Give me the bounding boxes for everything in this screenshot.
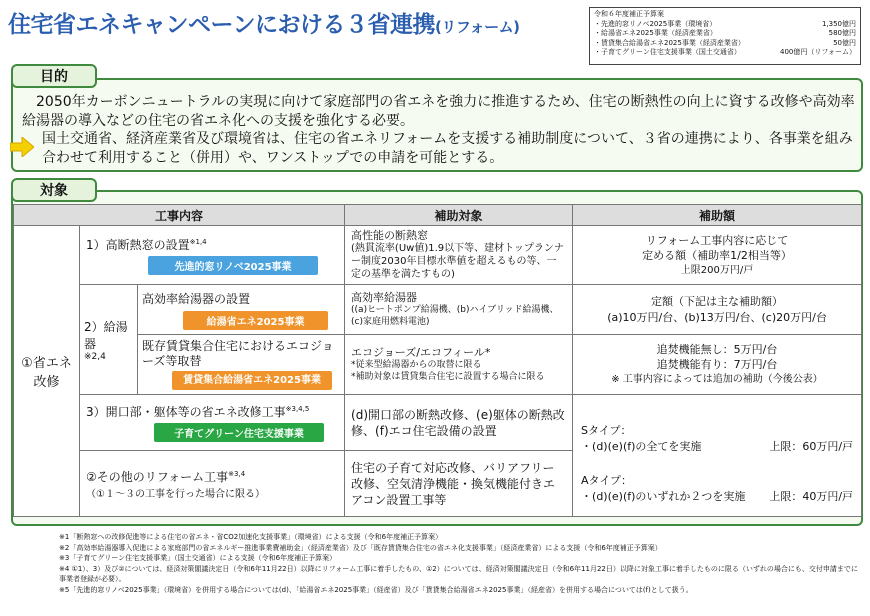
other-sub: （①１～３の工事を行った場合に限る） xyxy=(86,488,265,500)
boiler-group-label: 2）給湯器 xyxy=(84,319,128,351)
footnote: ※2「高効率給湯器導入促進による家庭部門の省エネルギー推進事業費補助金」（経済産業省）及び「既存賃貸集合住宅の省エネ化支援事業」（経済産業省）による支援（令和6年度補正予算案） xyxy=(59,543,662,552)
budget-row-amount: 400億円（リフォーム） xyxy=(779,48,856,56)
budget-row xyxy=(594,20,856,30)
boiler-program-tag: 給湯省エネ2025事業 xyxy=(183,311,328,330)
arrow-right-icon xyxy=(10,137,34,157)
footnote: ※5「先進的窓リノベ2025事業」（環境省）を併用する場合については(d)、「給湯省エネ2025事業」（経産省）及び「賃貸集合給湯省エネ2025事業」（経産省）を併用する場合については(f)として扱う。 xyxy=(59,585,693,594)
title-main: 住宅省エネキャンペーンにおける３省連携 xyxy=(8,12,436,38)
budget-header: 令和６年度補正予算案 xyxy=(594,10,664,18)
window-target-detail: (熱貫流率(Uw値)1.9以下等、建材トップランナー制度2030年目標水準値を超えるもの等、一定の基準を満たすもの) xyxy=(351,243,564,280)
footnote: ※1「断熱窓への改修促進等による住宅の省エネ・省CO2加速化支援事業」（環境省）による支援（令和6年度補正予算案） xyxy=(59,533,443,541)
title-sub: (リフォーム) xyxy=(435,18,520,36)
boiler-group-cell xyxy=(80,285,138,395)
boiler-group-sup: ※2,4 xyxy=(84,351,106,362)
window-program-tag: 先進的窓リノベ2025事業 xyxy=(148,256,318,275)
rental-program-tag: 賃貸集合給湯省エネ2025事業 xyxy=(172,371,332,390)
boiler-cell xyxy=(138,285,345,335)
boiler-label: 高効率給湯器の設置 xyxy=(142,291,251,306)
opening-cell xyxy=(80,395,345,451)
type-a-label: Aタイプ： xyxy=(581,474,633,487)
boiler-target-cell xyxy=(345,285,573,335)
type-s-label: Sタイプ： xyxy=(581,424,632,437)
rental-target-detail-1: *従来型給湯器からの取替に限る xyxy=(351,359,482,370)
footnotes xyxy=(59,532,859,595)
boiler-target-detail: ((a)ヒートポンプ給湯機、(b)ハイブリッド給湯機、(c)家庭用燃料電池) xyxy=(351,304,559,327)
window-target-title: 高性能の断熱窓 xyxy=(351,229,429,242)
opening-target: (d)開口部の断熱改修、(e)躯体の断熱改修、(f)エコ住宅設備の設置 xyxy=(345,395,573,451)
opening-program-tag: 子育てグリーン住宅支援事業 xyxy=(154,423,324,442)
types-cell xyxy=(573,395,862,517)
window-cell xyxy=(80,226,345,285)
rental-target-cell xyxy=(345,335,573,395)
budget-row-name: ・給湯省エネ2025事業（経済産業省） xyxy=(594,29,717,37)
other-label: ②その他のリフォーム工事 xyxy=(86,469,229,484)
budget-box xyxy=(589,7,861,65)
boiler-amount-cell xyxy=(573,285,862,335)
budget-row-amount: 1,350億円 xyxy=(821,19,856,28)
window-sup: ※1,4 xyxy=(189,237,207,246)
other-sup: ※3,4 xyxy=(228,469,246,478)
other-cell xyxy=(80,451,345,517)
header-work: 工事内容 xyxy=(14,205,345,226)
header-amount: 補助額 xyxy=(573,205,862,226)
target-label: 対象 xyxy=(11,178,97,202)
window-amount-2: 定める額（補助率1/2相当等） xyxy=(642,248,792,262)
group-energy-retrofit: ①省エネ改修 xyxy=(14,226,80,517)
window-amount-cell xyxy=(573,226,862,285)
rental-target-title: エコジョーズ/エコフィール* xyxy=(351,345,491,359)
rental-label: 既存賃貸集合住宅におけるエコジョーズ等取替 xyxy=(142,339,334,368)
type-s-cap: 上限：60万円/戸 xyxy=(769,440,854,453)
budget-row xyxy=(594,29,856,39)
boiler-amount-2: (a)10万円/台、(b)13万円/台、(c)20万円/台 xyxy=(607,310,827,324)
rental-target-detail-2: *補助対象は賃貸集合住宅に設置する場合に限る xyxy=(351,371,545,382)
type-a-detail: ・(d)(e)(f)のいずれか２つを実施 xyxy=(581,490,746,503)
rental-cell xyxy=(138,335,345,395)
budget-row-name: ・子育てグリーン住宅支援事業（国土交通省） xyxy=(594,48,741,56)
purpose-text-1: 2050年カーボンニュートラルの実現に向けて家庭部門の省エネを強力に推進するため、住宅の断熱性の向上に資する改修や高効率給湯器の導入などの住宅の省エネ化への支援を強化する必要。 xyxy=(22,94,855,129)
type-s-detail: ・(d)(e)(f)の全てを実施 xyxy=(581,440,702,453)
rental-amount-3: ※ 工事内容によっては追加の補助（今後公表） xyxy=(611,374,823,385)
rental-amount-cell xyxy=(573,335,862,395)
purpose-text-2: 国土交通省、経済産業省及び環境省は、住宅の省エネリフォームを支援する補助制度について、３省の連携により、各事業を組み合わせて利用すること（併用）や、ワンストップでの申請を可能とする。 xyxy=(42,131,853,166)
rental-amount-1: 追焚機能無し：5万円/台 xyxy=(656,343,778,356)
opening-label: 3）開口部・躯体等の省エネ改修工事 xyxy=(86,405,286,419)
purpose-label: 目的 xyxy=(11,64,97,88)
boiler-target-title: 高効率給湯器 xyxy=(351,290,418,304)
budget-row-amount: 580億円 xyxy=(828,29,856,37)
footnote: ※4 ①1）、3）及び②については、経済対策閣議決定日（令和6年11月22日）以降にリフォーム工事に着手したもの、①2）については、経済対策閣議決定日（令和6年11月22日）以降に対象工事に着手したものに限る（いずれの場合にも、交付申請までに事業者登録が必要）。 xyxy=(59,564,858,583)
window-amount-3: 上限200万円/戸 xyxy=(680,264,754,276)
header-target: 補助対象 xyxy=(345,205,573,226)
boiler-amount-1: 定額（下記は主な補助額） xyxy=(651,294,784,308)
opening-sup: ※3,4,5 xyxy=(285,405,310,413)
page-title xyxy=(8,6,520,39)
budget-row xyxy=(594,39,856,49)
type-a-cap: 上限：40万円/戸 xyxy=(769,490,854,503)
budget-row-name: ・先進的窓リノベ2025事業（環境省） xyxy=(594,19,717,28)
rental-amount-2: 追焚機能有り：7万円/台 xyxy=(656,358,778,371)
other-target: 住宅の子育て対応改修、バリアフリー改修、空気清浄機能・換気機能付きエアコン設置工事等 xyxy=(345,451,573,517)
budget-row-name: ・賃貸集合給湯省エネ2025事業（経済産業省） xyxy=(594,38,745,47)
window-label: 1）高断熱窓の設置 xyxy=(86,237,190,252)
budget-row-amount: 50億円 xyxy=(833,38,856,47)
window-amount-1: リフォーム工事内容に応じて xyxy=(645,233,789,247)
window-target-cell xyxy=(345,226,573,285)
subsidy-table xyxy=(13,204,862,517)
budget-row xyxy=(594,48,856,58)
footnote: ※3「子育てグリーン住宅支援事業」（国土交通省）による支援（令和6年度補正予算案） xyxy=(59,554,337,562)
